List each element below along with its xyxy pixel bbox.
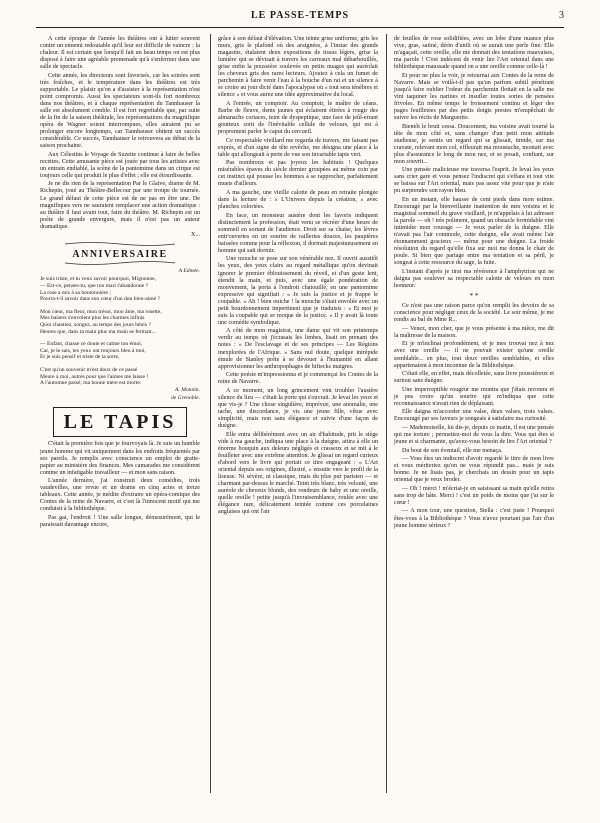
column-divider-1	[210, 34, 211, 793]
paragraph: Ce respectable vieillard me regarda de travers, me faisant pas exprès, et d'un signe de tête revêche, me désigna une place à la table qui allongeait à perte de vue son invariable tapis vert.	[218, 137, 378, 158]
column-3	[394, 36, 554, 531]
column-2	[218, 36, 378, 518]
paragraph: A ce moment, un long grincement vint troubler l'austère silence du lieu — c'était la porte qui s'ouvrait. Je levai les yeux et que vis-je ? Une chose singulière, imprévue, une anomalie, une tache, une discordance, je vis une jeune fille, vêtue avec simplicité, mais non sans élégance et suivie d'une façon de duègne.	[218, 387, 378, 429]
paragraph: — A mon tour, une question, Stella : c'est juste ! Pourquoi êtes-vous à la Bibliothèque ? Vous n'avez pourtant pas l'air d'un jeune homme sérieux ?	[394, 508, 554, 529]
column-divider-2	[386, 34, 387, 793]
paragraph: Pas nombreux et pas joyeux les habitués ! Quelques misérables épaves du siècle dernier groupées au même coin par cet instinct qui pousse les hommes à se rapprocher, parfaitement muets d'ailleurs.	[218, 160, 378, 188]
paragraph: de feuilles de rose solidifiées, avec un lobe d'une nuance plus vive, gras, satiné, dérin d'unili où se aurait une perle fine. Elle m'agaçait, cette oreille, elle me donnait des tentations mauvaises, ma parole ! C'est indécent de venir lire l'Art oriental dans une bibliothèque maussade quand on a une oreille comme celle-là !	[394, 36, 554, 71]
ornament-top	[60, 241, 180, 247]
paragraph: — Mademoiselle, lui dis-je, depuis ce matin, il est une pensée qui me torture ; permettez-moi de vous la dire. Vous qui êtes si jeune et si charmante, qu'avez-vous besoin de lire l'Art oriental ?	[394, 424, 554, 446]
poem-line: C'est qu'un souvenir m'est doux de ce passé	[40, 366, 138, 373]
paragraph: A ma gauche, une vieille calotte de peau en retraite plongée dans la lecture de : « L'Univers depuis la création, » avec planches coloriées.	[218, 189, 378, 211]
paragraph: A l'entrée, un comptoir. Au comptoir, le maître de céans. Barbe de fleuve, dents jaunes qui éclairent étirées à rougir des almanachs coriaces, teint de dyspeptique, une face de jeûl-errant goutteux sorti de l'inévitable cellule de velours, qui est à proprement parler le caput du cercueil.	[218, 100, 378, 136]
section-break: * *	[469, 292, 479, 301]
paragraph: C'était elle, en effet, mais décolletée, sans livre poussiéreux et surtout sans duègne.	[394, 371, 554, 385]
poem-line: Quoi chantiez, songez, au temps des jours bénis ?	[40, 322, 151, 329]
poem-line: Car, je le sais, tes yeux ont toujours bleu à moi,	[40, 347, 146, 354]
poem-line: Heures que, dans ta main plus ma main se fermait...	[40, 328, 156, 335]
journal-title: LE PASSE-TEMPS	[251, 10, 349, 21]
paragraph: A cette époque de l'année les théâtres ont à lutter souvent contre un ennemi redoutable qu'il leur est difficile de vaincre : la chaleur. Il est certain que lorsqu'il fait un beau temps on est plus disposé à faire une agréable promenade qu'à s'enfermer dans une salle de spectacle.	[40, 36, 200, 71]
paragraph: En un instant, elle hausse de cent pieds dans mon estime. Encouragé par la bienveillante inattention de mes voisins et le magistral sommeil du grave vieillard, je m'appelais à lui adresser la parole — oh ! très poliment, quand un obstacle formidable vint intimider mon courage — Je veux parler de la duègne. Elle n'avait pas l'air commode, cette duègne, elle avait même l'air étonnamment gracieux — même pour une duègne. La froide résolution du regard qu'elle fixa sur moi me donna le chair de poule. Si bien que partage entre ma tentation et sa péril, je songeai à cette ressource du sage, la fuite.	[394, 197, 554, 267]
poem-line: La rose a mis à sa boutonnière ;	[40, 289, 111, 296]
paragraph: — Vous êtes un indiscret d'avoir regardé le titre de mon livre et vous mériteriez qu'on ne vous répondit pas... mais je suis bonne. Je ne lisais pas, je cherchais un dessin pour un tapis oriental que je veux broder.	[394, 456, 554, 484]
poem-author-place: de Grenoble.	[171, 394, 200, 401]
paragraph: Cette poésie m'impressionna et je commençai les Contes de la reine de Navarre.	[218, 372, 378, 386]
paragraph: Elle daigna m'accorder une valse, deux valses, trois valses. Encouragé par ses faveurs je songeais à satisfaire ma curiosité.	[394, 409, 554, 423]
paragraph: — Oh ! merci ! m'écriai-je en saisissant sa main qu'elle retira sans trop de hâte. Merci ! c'est un poids de moins que j'ai sur le cœur !	[394, 485, 554, 506]
poem-line: Meure à moi, autres pour que l'aimes me laisse !	[40, 373, 149, 380]
story-title-box	[40, 407, 200, 437]
ornament-bottom	[60, 260, 180, 266]
poem-title: ANNIVERSAIRE	[72, 249, 168, 261]
poem-line: Mon cœur, ma fleur, mon trésor, mon âme, ma rosette,	[40, 308, 162, 315]
poem-author: A. Monnin.	[174, 386, 200, 393]
paragraph: Une mouche se pose sur son vénérable nez. Il ouvrit aussitôt les yeux, des yeux clairs au regard métallique qu'on devinait ignorer le premier éblouissement du réveil, et d'un geste lent, étendit la main, et puis, avec une égale pondération de mouvement, la porta à l'endroit chatouillé, en une pantomime expressive qui signifiait : « Je suis la justice et je frappe le coupable. » Ah ! bien ouiche ! la mouche s'était envolée avec un petit bourdonnement impertinent que je traduisis : « Et moi je suis la coupable qui se moque de la justice. » Il y avait là toute une comédie symbolique.	[218, 256, 378, 326]
paragraph: Elle entra délibérément avec un air d'habitude, prit le siège vide à ma gauche, indiqua une place à la duègne, attira à elle un énorme bouquin aux deleurs négligés et crasseux et se mit à le feuilleter avec une extrême attention. Je glissai un regard curieux d'abord vers le livre qui portait ce titre engageant : « L'Art oriental depuis ses origines, illustré, » ensuite vers le profil de la liseuse. Ni sévère, ni classique, mais du plus pur parisien — et charmant par-dessus le marché. Teint très blanc, très velouté, une auréole de cheveux blonds, des rondeurs de baby et une oreille, quelle oreille ! petite jusqu'à l'invraisemblance, roulée avec une élégance rare, délicatement teintée comme ces porcelaines anglaises qui ont l'air	[218, 431, 378, 516]
paragraph: Et je m'inclinai profondément, et je mes trouvai nez à nez avec une oreille — il ne pouvait exister qu'une oreille semblable... en plus, tout doux oreilles semblables, et elles appartenaient à mon inconnue de la Bibliothèque.	[394, 341, 554, 369]
paragraph: Pas gai, l'endroit ! Une salle longue, démesurément, qui le paraissait davantage encore,	[40, 514, 200, 528]
paragraph: C'était la première fois que je fourvoyais là. Je suis un humble jeune homme qui vit uniquement dans les endroits fréquentés par ses pareils. Je remplis avec conscience un emploi de gratte-papier au ministère des finances. Mes camarades me considèrent comme un infatigable travailleur — et mon sans raison.	[40, 441, 200, 476]
paragraph: Ce n'est pas une raison parce qu'on remplit les devoirs de sa conscience pour négliger ceux de la société. Le soir même, je me rendis au bal de Mme R...	[394, 303, 554, 324]
paragraph: Cette année, les directeurs sont favorisés, car les soirées sont très fraîches, et le température dans les théâtres est très supportable. Le plaisir qu'on a d'assister à la représentation n'est point compromis. Aussi les spectateurs sont-ils fort nombreux dans nos théâtres, et à chaque représentation du Tannhauser la salle est absolument comble. Il est fort regrettable que, par suite de la fin de la saison théâtrale, les représentations du magnifique opéra de Wagner soient interrompues, elles auraient pu se prolonger encore longtemps, car Tannhauser obtient un succès considérable. Ce succès, Tannhauser le retrouvera au début de la saison prochaine.	[40, 72, 200, 150]
paragraph: Aux Célestins le Voyage de Suzette continue à faire de belles recettes. Cette amusante pièce est jouée par tous les artistes avec un entrain endiablé, la scène de la pantomime dans un cirque est toujours celle qui produit le plus d'effet ; elle est étourdissante.	[40, 151, 200, 179]
page-header	[36, 10, 564, 26]
poem-dedication: A Edmée.	[178, 268, 200, 275]
paragraph: A côté de mon magistrat, une dame qui vit son printemps verdir au temps où j'écrasais les limbes, lisait en prenant des notes : « De l'esclavage et de ses principes — Les Régions inexplorées de l'Afrique. » Sans nul doute, quelque intrépide émule de Stanley prête à se dévouer à l'humanité en allant approvisionner les anthropophages de biftecks maigres.	[218, 328, 378, 370]
page-number: 3	[559, 10, 564, 21]
poem-body	[40, 276, 200, 386]
paragraph: L'instant d'après je tirai ma révérence à l'amphytrion qui ne daigna pas soulever sa respectable calotte de velours en mon honneur.	[394, 269, 554, 290]
poem-line: Je suis triste, et tu veux savoir pourquoi, Mignonne,	[40, 276, 157, 283]
poem-line: A l'automne passé, ma bonne mère est morte.	[40, 380, 142, 387]
paragraph: Une imperceptible rougeur me montra que j'étais reconnu et je pus croire qu'un sourire qui m'indiqua que cette reconnaissance n'avait rien de déplaisant.	[394, 386, 554, 407]
paragraph: Et pour ne plus la voir, je retournai aux Contes de la reine de Navarre. Mais se voilà-t-il pas qu'un parfum subtil pénétrant jusqu'à faire oublier l'odeur du parchemin flottait en la salle me vint taquiner les narines et insufler toutes sortes de pensées frivoles. En même temps le froissement continu et léger des pages feuilletées par des petits doigts prestes m'empêchait de suivre les récits de Marguerite.	[394, 72, 554, 122]
paragraph: En face, un monsieur austère dont les favoris indiquent distinctement la profession, était venu se récréer d'une heure de sommeil en sortant de l'audience. Droit sur sa chaise, les lèvres entr'ouvertes en un sourire de railleries douces, les paupières baissées comme pour la réflexion, il dormait majestueusement en homme qui sait dormir.	[218, 212, 378, 254]
paragraph: Je ne dis rien de la représentation Par le Glaive, drame de M. Richepin, joué au Théâtre-Bellecour par une troupe de tournée. Le grand défaut de cette pièce est de ne pas en être une. De magnifiques vers ne sauraient remplacer une action dramatique : au théâtre il faut avant tout, faire du théâtre. M. Richepin est un poète de grande envergure, mais il n'est pas un auteur dramatique.	[40, 181, 200, 230]
poem-line: Pourra-t-il savoir dans son cœur d'un don bien-aimé ?	[40, 296, 161, 303]
paragraph: — Venez, mon cher, que je vous présente à ma nièce, me dit la maîtresse de la maison.	[394, 325, 554, 339]
poem-line: — Est-ce, penses-tu, que ton mari t'abandonne ?	[40, 283, 149, 290]
paragraph: L'année dernière, j'ai construit deux comédies, trois vaudevilles, une revue et un drame en cinq actes et treize tableaux. Cette année, je médite d'extraire un opéra-comique des Contes de la reine de Navarre, et c'est là l'innocent motif qui me conduisit à la bibliothèque.	[40, 478, 200, 513]
poem-line: Mes baisers s'envolent plus les charmes infinis	[40, 315, 145, 322]
header-rule	[36, 27, 564, 28]
column-1	[40, 36, 200, 531]
paragraph: Une pensée malicieuse me traversa l'esprit. Je levai les yeux sans crier gare et vous pensez l'indiscret qui s'effara et tout vite se baissa sur l'Art oriental, mais pas assez vite pour que je n'aie pu surprendre son rayon bleu.	[394, 167, 554, 195]
paragraph: Du bout de son éventail, elle me menaça.	[402, 447, 503, 454]
poem-line: — Enfant, chasse ce doute et calme ton émoi,	[40, 341, 143, 348]
paragraph: Bientôt le bruit cessa. Doucement, ma voisine avait tourné la tête de mon côté et, sans changer d'un petit mon attitude studieuse, je sentis un regard qui se glissait, timide, sur ma cravate, relevant mon col, effleurait ma moustache, montait avec plus d'assurance le long de mon nez, et se posait, confiant, sur mon souvrit...	[394, 123, 554, 165]
signature: X...	[191, 232, 200, 239]
paragraph: grâce à son défaut d'élévation. Une teinte grise uniforme, gris les murs, gris le plafond où des araignées, à l'instar des grands magasins, étalaient deux expositions de tissus légers, grise la lumière qui se dévisait à travers les carreaux mal débarbouillés, grise enfin la poussière soulevée en petits nuages qui auréolait les cheveux gris des rares lecteurs. Ajoutez à cela un fumet de parchemin à faire venir l'eau à la bouche d'un rat et un silence à se croire au jour dicté dans l'apocalypse où « tout sera ténèbres et silence » et vous aurez une idée approximative du local.	[218, 36, 378, 99]
poem-line: Et je suis pensif et triste de ta sorte,	[40, 354, 120, 361]
story-title: LE TAPIS	[53, 407, 188, 437]
